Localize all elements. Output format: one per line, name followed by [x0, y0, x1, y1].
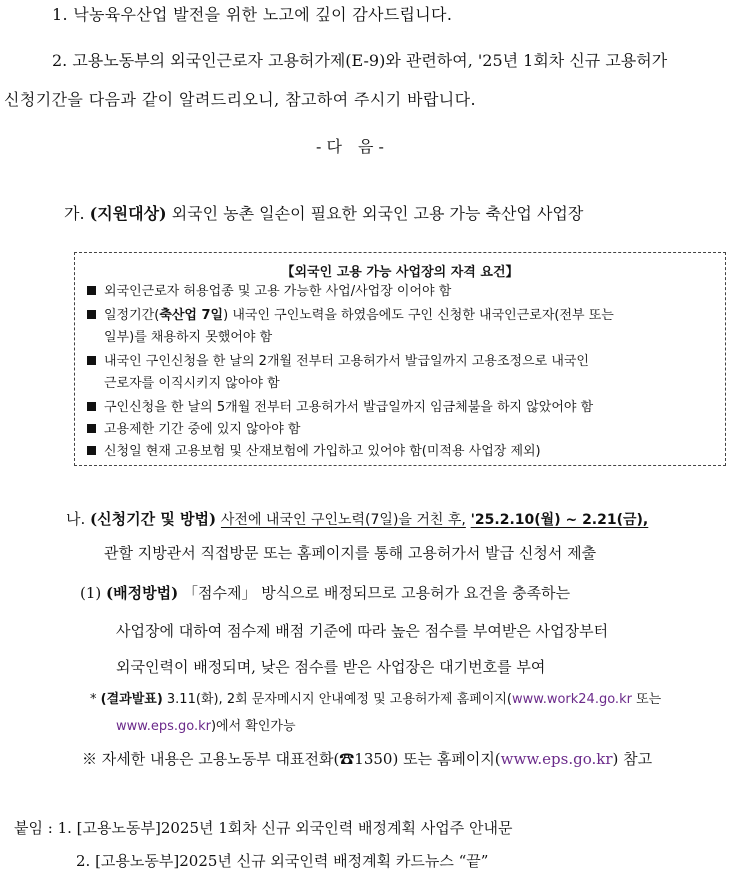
- square-bullet-icon: [87, 424, 96, 433]
- requirements-title: 【외국인 고용 가능 사업장의 자격 요건】: [281, 265, 519, 280]
- allocation-text: 「점수제」 방식으로 배정되므로 고용허가 요건을 충족하는: [182, 584, 571, 602]
- allocation-line-2: 사업장에 대하여 점수제 배점 기준에 따라 높은 점수를 부여받은 사업장부터: [116, 622, 609, 640]
- allocation-label: (배정방법): [106, 584, 179, 602]
- paragraph-2-line-2: 신청기간을 다음과 같이 알려드리오니, 참고하여 주시기 바랍니다.: [4, 90, 476, 109]
- requirement-item-continued: 일부)를 채용하지 못했어야 함: [104, 330, 273, 345]
- requirement-item: 내국인 구인신청을 한 날의 2개월 전부터 고용허가서 발급일까지 고용조정으로 내국인: [87, 353, 589, 371]
- application-period: '25.2.10(월) ~ 2.21(금),: [470, 512, 649, 528]
- target-label: (지원대상): [89, 204, 167, 223]
- attachment-item-2: 2. [고용노동부]2025년 신규 외국인력 배정계획 카드뉴스 “끝”: [76, 852, 489, 870]
- requirement-item: 구인신청을 한 날의 5개월 전부터 고용허가서 발급일까지 임금체불을 하지 않았어야 함: [87, 399, 593, 417]
- results-bullet: *: [90, 692, 97, 707]
- application-label: (신청기간 및 방법): [90, 510, 217, 528]
- requirement-item: 신청일 현재 고용보험 및 산재보험에 가입하고 있어야 함(미적용 사업장 제외): [87, 443, 541, 461]
- attachments-label: 붙임 :: [14, 819, 53, 837]
- application-underlined: 사전에 내국인 구인노력(7일)을 거친 후,: [220, 512, 466, 528]
- paragraph-2-line-1: 2. 고용노동부의 외국인근로자 고용허가제(E-9)와 관련하여, '25년 1회차 신규 고용허가: [52, 51, 668, 70]
- note-line: ※ 자세한 내용은 고용노동부 대표전화(☎1350) 또는 홈페이지(www.eps.go.kr) 참고: [82, 750, 653, 768]
- work24-link[interactable]: www.work24.go.kr: [511, 692, 632, 707]
- attachment-line-1: [14, 817, 512, 839]
- allocation-line-1: [80, 582, 570, 604]
- square-bullet-icon: [87, 402, 96, 411]
- application-line-1: [66, 508, 648, 531]
- requirement-item-continued: 근로자를 이직시키지 않아야 함: [104, 376, 280, 391]
- eps-link[interactable]: www.eps.go.kr: [116, 719, 211, 734]
- allocation-line-3: 외국인력이 배정되며, 낮은 점수를 받은 사업장은 대기번호를 부여: [116, 658, 546, 676]
- application-prefix: 나.: [66, 510, 86, 528]
- application-line-2: 관할 지방관서 직접방문 또는 홈페이지를 통해 고용허가서 발급 신청서 제출: [104, 544, 597, 562]
- square-bullet-icon: [87, 310, 96, 319]
- requirement-item: 일정기간(축산업 7일) 내국인 구인노력을 하였음에도 구인 신청한 내국인근로자(전부 또는: [87, 307, 614, 325]
- results-label: (결과발표): [100, 692, 163, 707]
- paragraph-1: 1. 낙농육우산업 발전을 위한 노고에 깊이 감사드립니다.: [52, 5, 453, 24]
- results-line-2: www.eps.go.kr)에서 확인가능: [116, 719, 296, 734]
- target-prefix: 가.: [64, 204, 85, 223]
- requirement-item: 고용제한 기간 중에 있지 않아야 함: [87, 421, 300, 439]
- square-bullet-icon: [87, 286, 96, 295]
- results-text: 3.11(화), 2회 문자메시지 안내예정 및 고용허가제 홈페이지(: [166, 692, 512, 707]
- note-mark: ※: [82, 750, 98, 768]
- eps-homepage-link[interactable]: www.eps.go.kr: [500, 750, 613, 768]
- section-heading: - 다 음 -: [316, 137, 384, 156]
- target-text: 외국인 농촌 일손이 필요한 외국인 고용 가능 축산업 사업장: [171, 204, 584, 223]
- requirements-box: [74, 252, 726, 466]
- results-line-1: * (결과발표) 3.11(화), 2회 문자메시지 안내예정 및 고용허가제 홈페이지(www.work24.go.kr 또는: [90, 692, 662, 707]
- attachment-item-1: 1. [고용노동부]2025년 1회차 신규 외국인력 배정계획 사업주 안내문: [57, 819, 513, 837]
- requirement-item: 외국인근로자 허용업종 및 고용 가능한 사업/사업장 이어야 함: [87, 283, 451, 301]
- target-line: [64, 203, 583, 225]
- allocation-prefix: (1): [80, 584, 102, 602]
- square-bullet-icon: [87, 356, 96, 365]
- square-bullet-icon: [87, 446, 96, 455]
